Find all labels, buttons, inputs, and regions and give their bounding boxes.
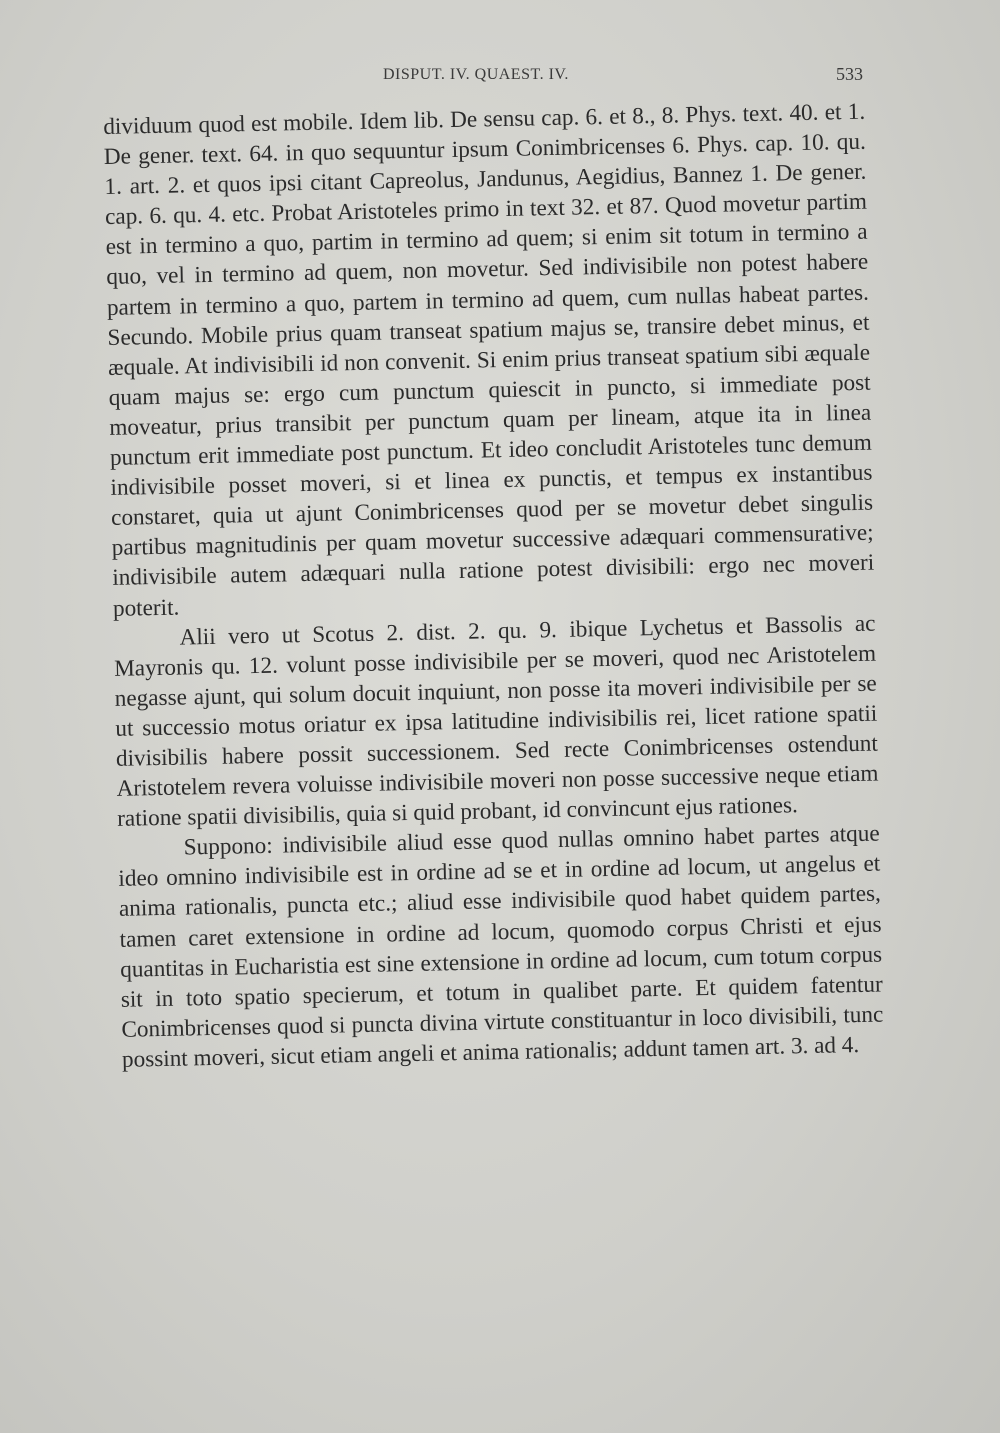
page-header: [103, 62, 863, 92]
page-number: 533: [836, 64, 863, 84]
paragraph-suppono: Suppono: indivisibile aliud esse quod nullas omnino habet partes atque ideo omnino indivisibile est in ordine ad se et in ordine ad locum, ut angelus et anima rationalis, puncta etc.; aliud esse indivisibile quod habet quidem partes, tamen caret extensione in ordine ad locum, quomodo corpus Christi et ejus quantitas in Eucharistia est sine extensione in ordine ad locum, cum totum corpus sit in toto spatio specierum, et totum in qualibet parte. Et quidem fatentur Conimbricenses quod si puncta divina virtute constituantur in loco divisibili, tunc possint moveri, sicut etiam angeli et anima rationalis; addunt tamen art. 3. ad 4.: [118, 820, 884, 1073]
paragraph-continued: dividuum quod est mobile. Idem lib. De sensu cap. 6. et 8., 8. Phys. text. 40. et 1. De gener. text. 64. in quo sequuntur ipsum Conimbricenses 6. Phys. cap. 10. qu. 1. art. 2. et quos ipsi citant Capreolus, Jandunus, Aegidius, Bannez 1. De gener. cap. 6. qu. 4. etc. Probat Aristoteles primo in text 32. et 87. Quod movetur partim est in termino a quo, partim in termino ad quem; si enim sit totum in termino a quo, vel in termino ad quem, non movetur. Sed indivisibile non potest habere partem in termino a quo, partem in termino ad quem, cum nullas habeat partes. Secundo. Mobile prius quam transeat spatium majus se, transire debet minus, et æquale. At indivisibili id non convenit. Si enim prius transeat spatium sibi æquale quam majus se: ergo cum punctum quiescit in puncto, si immediate post moveatur, prius transibit per punctum quam per lineam, atque ita in linea punctum erit immediate post punctum. Et ideo concludit Aristoteles tunc demum indivisibile posset moveri, si et linea ex punctis, et tempus ex instantibus constaret, quia ut ajunt Conimbricenses quod per se movetur debet singulis partibus magnitudinis per quam movetur successive adæquari commensurative; indivisibile autem adæquari nulla ratione potest divisibili: ergo nec moveri poterit.: [103, 98, 875, 622]
body-text: [103, 97, 884, 1075]
running-title: DISPUT. IV. QUAEST. IV.: [383, 66, 569, 83]
paragraph-alii-vero: Alii vero ut Scotus 2. dist. 2. qu. 9. ibique Lychetus et Bassolis ac Mayronis qu. 12. volunt posse indivisibile per se moveri, quod nec Aristotelem negasse ajunt, qui solum docuit inquiunt, non posse ita moveri indivisibile per se ut successio motus oriatur ex ipsa latitudine indivisibilis rei, licet ratione spatii divisibilis habere possit successionem. Sed recte Conimbricenses ostendunt Aristotelem revera voluisse indivisibile moveri non posse successive neque etiam ratione spatii divisibilis, quia si quid probant, id convincunt ejus rationes.: [113, 610, 879, 833]
